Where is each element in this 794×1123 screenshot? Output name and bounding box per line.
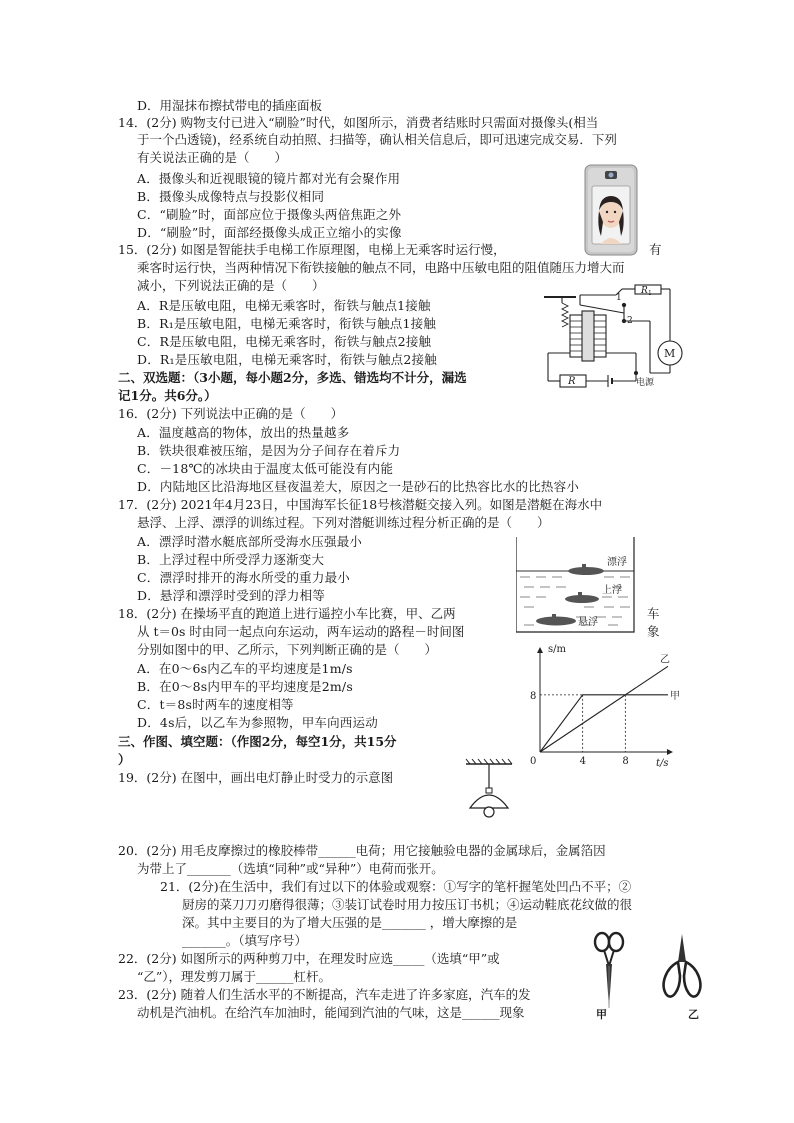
q15-option-d: D．R₁是压敏电阻，电梯无乘客时，衔铁与触点2接触	[137, 352, 437, 367]
q18-stem-line2: 从 t＝0s 时由同一起点向东运动，两车运动的路程－时间图	[137, 624, 465, 639]
x-tick-label-1: 8	[622, 756, 629, 767]
q14-option-b: B．摄像头成像特点与投影仪相同	[137, 189, 325, 204]
y-axis-label: s/m	[548, 644, 566, 655]
scissors-yi-figure	[656, 932, 708, 1002]
q22-stem-line2: “乙”），理发剪刀属于______杠杆。	[137, 969, 332, 984]
q16-option-a: A．温度越高的物体，放出的热量越多	[137, 425, 350, 440]
face-payment-terminal-figure	[584, 164, 638, 256]
q16-stem: 16．(2分) 下列说法中正确的是（ ）	[118, 406, 344, 421]
q18-stem-line1-end: 车	[647, 606, 660, 621]
q17-option-a: A．漂浮时潜水艇底部所受海水压强最小	[137, 534, 363, 549]
q15-stem-line1-end: 有	[649, 242, 662, 257]
scissors-yi-label: 乙	[688, 1008, 699, 1021]
q15-option-b: B．R₁是压敏电阻，电梯无乘客时，衔铁与触点1接触	[137, 316, 437, 331]
contact-1-label: 1	[616, 293, 622, 303]
contact-2-label: 2	[627, 316, 633, 326]
section3-heading-line2: ）	[118, 752, 131, 767]
x-tick-label-0: 4	[579, 756, 587, 767]
q16-option-c: C．－18℃的冰块由于温度太低可能没有内能	[137, 461, 394, 476]
q23-stem-line1: 23．(2分) 随着人们生活水平的不断提高，汽车走进了许多家庭，汽车的发	[118, 987, 531, 1002]
q15-stem-line2: 乘客时运行快，当两种情况下衔铁接触的触点不同，电路中压敏电阻的阻值随压力增大而	[137, 260, 625, 275]
submarine-tank-figure	[516, 537, 646, 633]
q18-option-c: C．t＝8s时两车的速度相等	[137, 697, 294, 712]
series-label-0: 甲	[670, 690, 680, 702]
series-line-0	[540, 695, 668, 752]
hanging-lamp-figure	[462, 758, 518, 820]
q14-option-d: D．“刷脸”时，面部经摄像头成正立缩小的实像	[137, 225, 402, 240]
q18-stem-line3: 分别如图中的甲、乙所示，下列判断正确的是（ ）	[137, 642, 438, 657]
float-label: 漂浮	[607, 557, 627, 568]
q20-stem-line2: 为带上了_______（选填“同种”或“异种”）电荷而张开。	[137, 861, 444, 876]
origin-label: 0	[530, 756, 537, 767]
q17-stem-line1: 17．(2分) 2021年4月23日，中国海军长征18号核潜艇交接入列。如图是潜艇在海水中	[118, 497, 603, 512]
q17-option-d: D．悬浮和漂浮时受到的浮力相等	[137, 588, 326, 603]
q17-option-b: B．上浮过程中所受浮力逐渐变大	[137, 552, 325, 567]
q17-option-c: C．漂浮时排开的海水所受的重力最小	[137, 570, 350, 585]
q18-option-d: D．4s后，以乙车为参照物，甲车向西运动	[137, 715, 378, 730]
distance-time-chart	[526, 642, 680, 768]
q23-stem-line2: 动机是汽油机。在给汽车加油时，能闻到汽油的气味，这是______现象	[137, 1005, 525, 1020]
q16-option-d: D．内陆地区比沿海地区昼夜温差大，原因之一是砂石的比热容比水的比热容小	[137, 479, 580, 494]
section2-heading-line2: 记1分。共6分。）	[118, 388, 217, 403]
q16-option-b: B．铁块很难被压缩，是因为分子间存在着斥力	[137, 443, 401, 458]
q15-stem-line3: 减小，下列说法正确的是（ ）	[137, 278, 325, 293]
r-label: R	[568, 376, 576, 387]
q19-stem: 19．(2分) 在图中，画出电灯静止时受力的示意图	[118, 770, 394, 785]
r1-label: R	[641, 286, 648, 296]
x-axis-label: t/s	[656, 758, 669, 768]
q18-stem-line1: 18．(2分) 在操场平直的跑道上进行遥控小车比赛，甲、乙两	[118, 606, 456, 621]
q21-stem-line4: _______。（填写序号）	[182, 933, 308, 948]
q21-stem-line2: 厨房的菜刀刀刃磨得很薄；③装订试卷时用力按压订书机；④运动鞋底花纹做的很	[182, 897, 633, 912]
q18-option-b: B．在0～8s内甲车的平均速度是2m/s	[137, 679, 353, 694]
q14-stem-line1: 14．(2分) 购物支付已进入“刷脸”时代，如图所示，消费者结账时只需面对摄像头(相当	[118, 115, 599, 130]
scissors-jia-label: 甲	[596, 1008, 607, 1021]
q14-stem-line2: 于一个凸透镜)，经系统自动拍照、扫描等，确认相关信息后，即可迅速完成交易．下列	[137, 132, 617, 147]
y-tick-label-0: 8	[530, 690, 537, 702]
q15-option-a: A．R是压敏电阻，电梯无乘客时，衔铁与触点1接触	[137, 298, 431, 313]
q18-stem-line2-end: 象	[647, 624, 660, 639]
series-line-1	[540, 666, 668, 752]
q21-stem-line3: 深。其中主要目的为了增大压强的是_______ ，增大摩擦的是	[182, 915, 518, 930]
motor-label: M	[664, 347, 676, 360]
q13-option-d: D．用湿抹布擦拭带电的插座面板	[137, 98, 323, 113]
q15-option-c: C．R是压敏电阻，电梯无乘客时，衔铁与触点2接触	[137, 334, 432, 349]
q21-stem-line1: 21．(2分)在生活中，我们有过以下的体验或观察：①写字的笔杆握笔处凹凸不平；②	[160, 879, 632, 894]
q15-stem-line1: 15．(2分) 如图是智能扶手电梯工作原理图，电梯上无乘客时运行慢，	[118, 242, 506, 257]
section2-heading-line1: 二、双选题：（3小题，每小题2分，多选、错选均不计分，漏选	[118, 370, 467, 385]
q17-stem-line2: 悬浮、上浮、漂浮的训练过程。下列对潜艇训练过程分析正确的是（ ）	[137, 515, 550, 530]
q18-option-a: A．在0～6s内乙车的平均速度是1m/s	[137, 661, 353, 676]
q20-stem-line1: 20．(2分) 用毛皮摩擦过的橡胶棒带______电荷；用它接触验电器的金属球后，金属箔因	[118, 843, 606, 858]
q14-stem-line3: 有关说法正确的是（ ）	[137, 150, 288, 165]
power-label: 电源	[636, 378, 655, 388]
q22-stem-line1: 22．(2分) 如图所示的两种剪刀中，在理发时应选_____（选填“甲”或	[118, 951, 500, 966]
q14-option-a: A．摄像头和近视眼镜的镜片都对光有会聚作用	[137, 171, 401, 186]
r1-subscript: 1	[648, 290, 652, 297]
series-label-1: 乙	[660, 654, 670, 666]
rise-label: 上浮	[602, 585, 622, 596]
section3-heading-line1: 三、作图、填空题：（作图2分，每空1分，共15分	[118, 734, 397, 749]
elevator-circuit-figure	[540, 283, 690, 393]
suspend-label: 悬浮	[578, 617, 598, 628]
q14-option-c: C．“刷脸”时，面部应位于摄像头两倍焦距之外	[137, 207, 402, 222]
